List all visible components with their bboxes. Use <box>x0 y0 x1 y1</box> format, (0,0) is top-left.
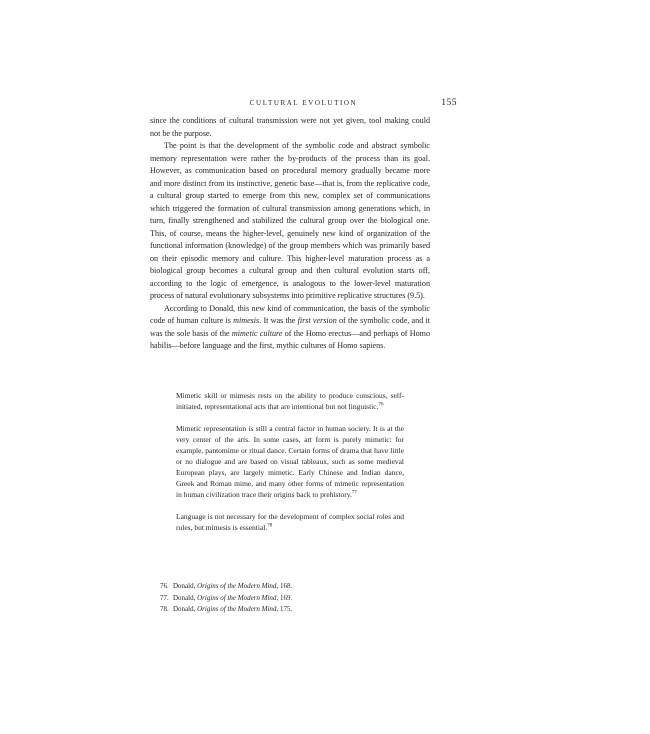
footnote-ref: 76 <box>378 402 384 408</box>
paragraph-3-emphasis-first-version: first version <box>297 316 337 325</box>
paragraph-3-emphasis-mimetic-culture: mimetic culture <box>231 328 283 338</box>
footnote-author: Donald, <box>173 593 198 602</box>
block-quotes <box>176 390 404 533</box>
block-quote <box>176 423 404 500</box>
paragraph-3 <box>150 303 430 353</box>
footnote <box>160 593 440 605</box>
footnotes <box>160 581 440 616</box>
footnote-author: Donald, <box>173 582 198 590</box>
block-quote-text: Language is not necessary for the development of complex social roles and rules, but mimesis is essential. <box>176 512 404 532</box>
footnote-ref: 77 <box>351 490 357 496</box>
running-head-title: CULTURAL EVOLUTION <box>249 99 358 107</box>
paragraph-3-text-1: According to Donald, this new kind of communication, the basis of the symbolic code of human culture is <box>150 303 430 325</box>
block-quote-text: Mimetic skill or mimesis rests on the ability to produce conscious, self-initiated, representational acts that are intentional but not linguistic. <box>176 391 404 411</box>
paragraph-3-text-3: of the symbolic code, and it was the sole basis of the <box>150 316 430 338</box>
paragraph-3-emphasis-mimesis: mimesis <box>233 316 260 325</box>
footnote-number: 76. <box>160 582 169 590</box>
block-quote <box>176 511 404 533</box>
paragraph-3-text-4: of the Homo erectus—and perhaps of Homo habilis—before language and the first, mythic cultures of Homo sapiens. <box>150 328 430 350</box>
footnote-title: Origins of the Modern Mind <box>197 582 277 590</box>
footnote-page: , 168. <box>276 582 293 590</box>
footnote <box>160 604 440 616</box>
footnote-number: 78. <box>160 605 169 613</box>
footnote-page: , 169. <box>276 593 293 602</box>
footnote-ref: 78 <box>267 523 273 529</box>
footnote-number: 77. <box>160 593 169 602</box>
footnote-author: Donald, <box>173 605 198 613</box>
page-number: 155 <box>441 98 457 108</box>
paragraph-2: The point is that the development of the symbolic code and abstract symbolic memory representation were rather the by-products of the process than its goal. However, as communication based on procedural memory gradually became more and more distinct from its instinctive, genetic base—that is, from the replicative code, a cultural group started to emerge from this new, complex set of communications which triggered the formation of cultural transmission among generations which, in turn, finally strengthened and stabilized the cultural group over the biological one. This, of course, means the higher-level, genuinely new kind of organization of the functional information (knowledge) of the group members which was primarily based on their episodic memory and culture. This higher-level maturation process as a biological group becomes a cultural group and then cultural evolution starts off, according to the logic of emergence, is analogous to the lower-level maturation process of natural evolutionary subsystems into primitive replicative structures (9.5). <box>150 141 430 300</box>
block-quote <box>176 390 404 412</box>
footnote-title: Origins of the Modern Mind <box>197 605 277 613</box>
footnote <box>160 581 440 593</box>
paragraph-1: since the conditions of cultural transmission were not yet given, tool making could not be the purpose. <box>150 116 430 138</box>
footnote-title: Origins of the Modern Mind <box>197 593 277 602</box>
paragraph-3-text-2: . It was the <box>259 316 298 325</box>
block-quote-text: Mimetic representation is still a central factor in human society. It is at the very center of the arts. In some cases, art form is purely mimetic: for example, pantomime or ritual dance. Certain forms of drama that have little or no dialogue and are based on visual tableaux, such as some medieval European plays, are largely mimetic. Early Chinese and Indian dance, Greek and Roman mime, and many other forms of mimetic representation in human civilization trace their origins back to prehistory. <box>176 424 404 499</box>
footnote-page: , 175. <box>276 605 293 613</box>
body-text <box>150 115 430 353</box>
